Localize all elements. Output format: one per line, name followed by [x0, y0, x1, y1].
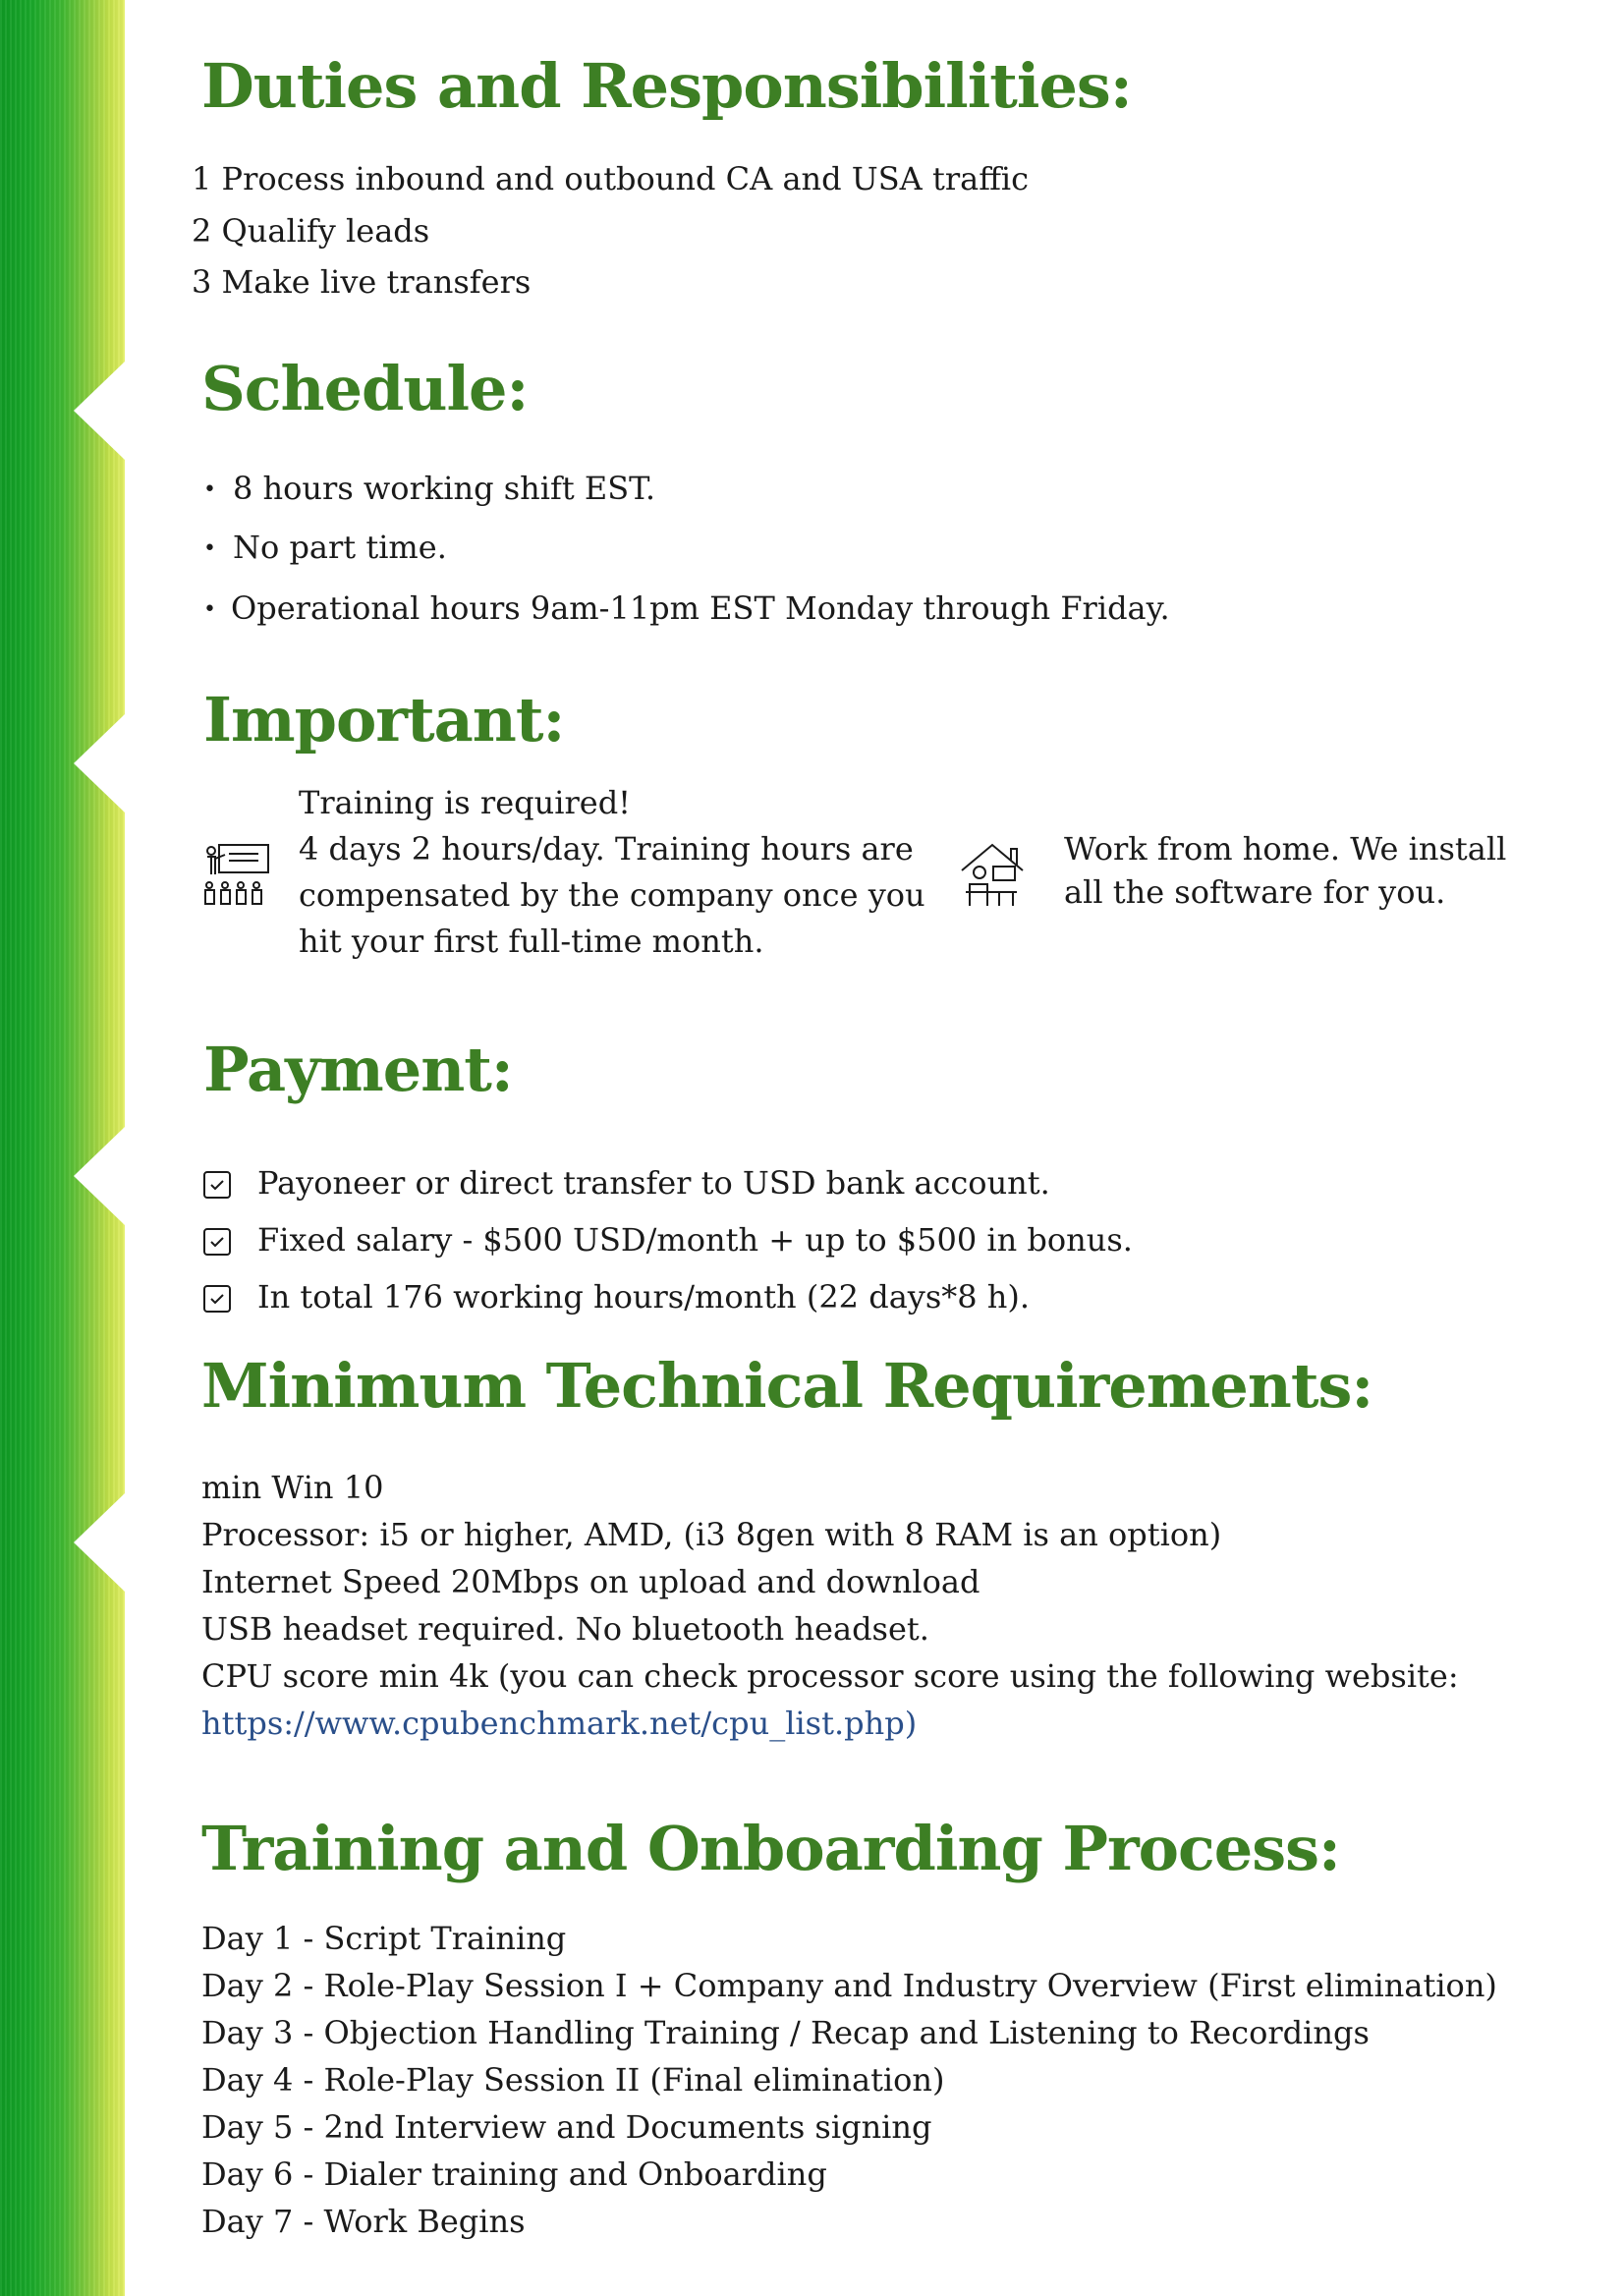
training-day: Day 3 - Objection Handling Training / Recap and Listening to Recordings — [201, 2014, 1370, 2051]
training-note-line: compensated by the company once you — [299, 876, 925, 914]
schedule-item: 8 hours working shift EST. — [233, 470, 655, 507]
stripe-notch — [74, 362, 125, 460]
training-day: Day 4 - Role-Play Session II (Final elimination) — [201, 2061, 945, 2099]
home-office-icon — [958, 841, 1027, 910]
requirements-heading: Minimum Technical Requirements: — [201, 1350, 1373, 1422]
training-day: Day 2 - Role-Play Session I + Company and Industry Overview (First elimination) — [201, 1967, 1497, 2004]
stripe-notch — [74, 714, 125, 812]
checkbox-icon — [203, 1171, 231, 1199]
cpu-benchmark-link[interactable]: https://www.cpubenchmark.net/cpu_list.php) — [201, 1705, 918, 1742]
wfh-note-line: all the software for you. — [1064, 873, 1446, 911]
payment-heading: Payment: — [203, 1034, 513, 1105]
training-day: Day 6 - Dialer training and Onboarding — [201, 2156, 827, 2193]
training-note-line: Training is required! — [299, 784, 632, 821]
requirement-line: USB headset required. No bluetooth headset. — [201, 1610, 929, 1648]
stripe-notch — [74, 1127, 125, 1225]
schedule-heading: Schedule: — [201, 353, 529, 424]
payment-item: Fixed salary - $500 USD/month + up to $500 in bonus. — [257, 1221, 1133, 1259]
payment-item: Payoneer or direct transfer to USD bank account. — [257, 1164, 1050, 1202]
duties-item: 3 Make live transfers — [192, 263, 532, 301]
bullet-icon: • — [203, 536, 216, 561]
requirement-line: CPU score min 4k (you can check processor score using the following website: — [201, 1657, 1459, 1695]
training-heading: Training and Onboarding Process: — [201, 1813, 1340, 1884]
training-day: Day 7 - Work Begins — [201, 2203, 526, 2240]
checkbox-icon — [203, 1228, 231, 1256]
wfh-note-line: Work from home. We install — [1064, 830, 1507, 868]
bullet-icon: • — [203, 597, 216, 622]
duties-item: 1 Process inbound and outbound CA and USA traffic — [192, 160, 1030, 197]
duties-heading: Duties and Responsibilities: — [201, 50, 1132, 122]
training-day: Day 1 - Script Training — [201, 1920, 567, 1957]
presentation-icon — [203, 843, 272, 912]
checkbox-icon — [203, 1285, 231, 1313]
schedule-item: Operational hours 9am-11pm EST Monday through Friday. — [231, 589, 1170, 627]
requirement-line: min Win 10 — [201, 1469, 384, 1506]
training-note-line: 4 days 2 hours/day. Training hours are — [299, 830, 914, 868]
requirement-line: Internet Speed 20Mbps on upload and download — [201, 1563, 980, 1600]
training-note-line: hit your first full-time month. — [299, 923, 764, 960]
schedule-item: No part time. — [233, 529, 447, 566]
payment-item: In total 176 working hours/month (22 days*8 h). — [257, 1278, 1031, 1316]
stripe-notch — [74, 1493, 125, 1592]
requirement-line: Processor: i5 or higher, AMD, (i3 8gen with 8 RAM is an option) — [201, 1516, 1222, 1553]
duties-item: 2 Qualify leads — [192, 212, 430, 250]
training-day: Day 5 - 2nd Interview and Documents signing — [201, 2108, 932, 2146]
bullet-icon: • — [203, 477, 216, 502]
important-heading: Important: — [203, 684, 565, 756]
